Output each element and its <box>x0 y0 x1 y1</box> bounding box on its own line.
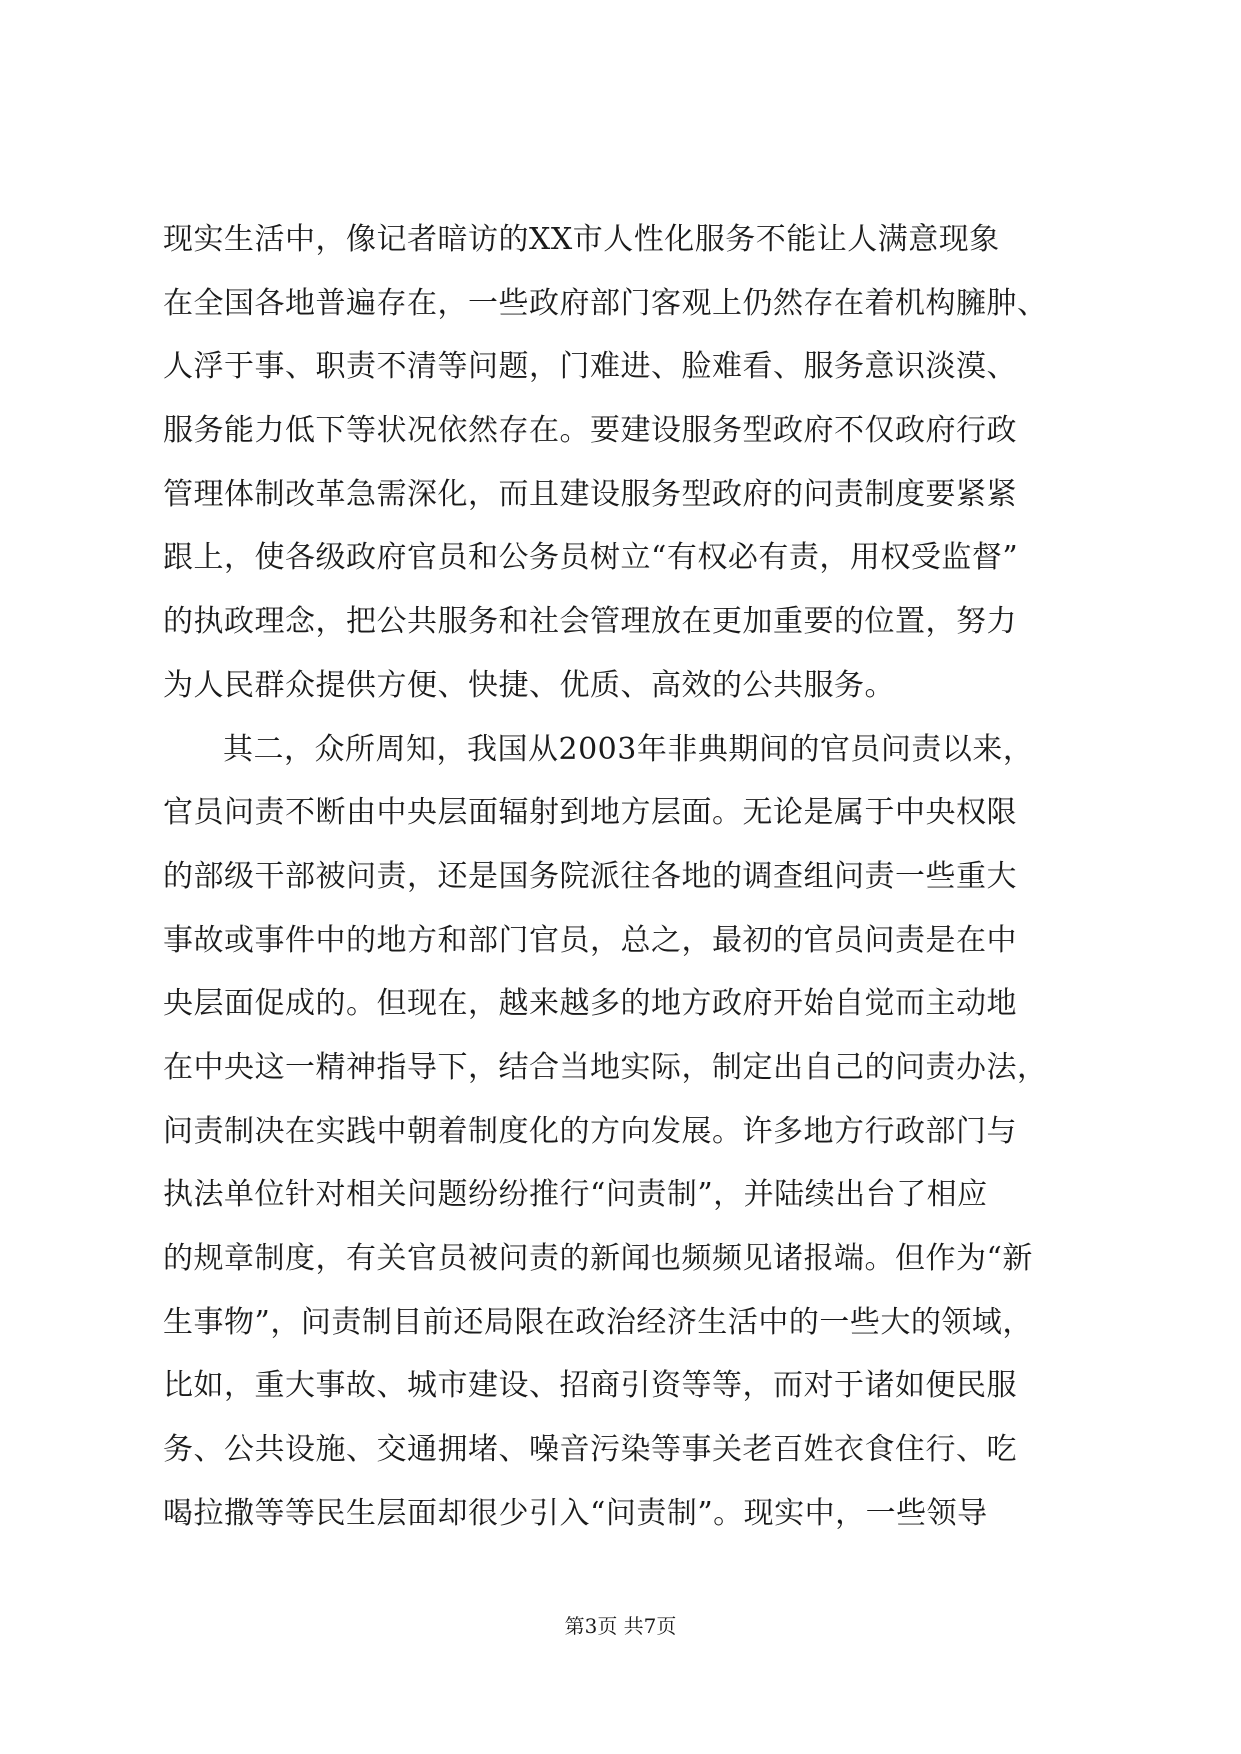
text-line: 人浮于事、职责不清等问题，门难进、脸难看、服务意识淡漠、 <box>163 349 1017 385</box>
document-body <box>163 208 1103 1545</box>
text-line: 在中央这一精神指导下，结合当地实际，制定出自己的问责办法， <box>163 1049 1048 1085</box>
page-number-footer: 第3页 共7页 <box>564 1614 677 1638</box>
text-line: 务、公共设施、交通拥堵、噪音污染等事关老百姓衣食住行、吃 <box>163 1432 1017 1468</box>
text-line: 管理体制改革急需深化，而且建设服务型政府的问责制度要紧紧 <box>163 476 1017 512</box>
text-line: 比如，重大事故、城市建设、招商引资等等，而对于诸如便民服 <box>163 1368 1017 1404</box>
text-line: 事故或事件中的地方和部门官员，总之，最初的官员问责是在中 <box>163 922 1017 958</box>
text-line: 的规章制度，有关官员被问责的新闻也频频见诸报端。但作为“新 <box>163 1241 1033 1276</box>
text-line: 问责制决在实践中朝着制度化的方向发展。许多地方行政部门与 <box>163 1113 1017 1149</box>
text-line: 执法单位针对相关问题纷纷推行“问责制”，并陆续出台了相应 <box>163 1177 988 1213</box>
paragraph-start-line: 其二，众所周知，我国从2003年非典期间的官员问责以来， <box>223 731 1034 767</box>
text-line: 在全国各地普遍存在，一些政府部门客观上仍然存在着机构臃肿、 <box>163 285 1048 321</box>
text-line: 为人民群众提供方便、快捷、优质、高效的公共服务。 <box>163 667 895 703</box>
text-line: 跟上，使各级政府官员和公务员树立“有权必有责，用权受监督” <box>163 540 1019 576</box>
text-line: 央层面促成的。但现在，越来越多的地方政府开始自觉而主动地 <box>163 986 1017 1022</box>
text-line: 服务能力低下等状况依然存在。要建设服务型政府不仅政府行政 <box>163 413 1017 449</box>
text-line: 现实生活中，像记者暗访的XX市人性化服务不能让人满意现象 <box>163 222 1000 257</box>
text-line: 喝拉撒等等民生层面却很少引入“问责制”。现实中，一些领导 <box>163 1495 988 1531</box>
text-line: 的执政理念，把公共服务和社会管理放在更加重要的位置，努力 <box>163 604 1017 640</box>
text-line: 的部级干部被问责，还是国务院派往各地的调查组问责一些重大 <box>163 858 1017 894</box>
text-line: 官员问责不断由中央层面辐射到地方层面。无论是属于中央权限 <box>163 795 1017 831</box>
text-line: 生事物”，问责制目前还局限在政治经济生活中的一些大的领域， <box>163 1304 1033 1340</box>
